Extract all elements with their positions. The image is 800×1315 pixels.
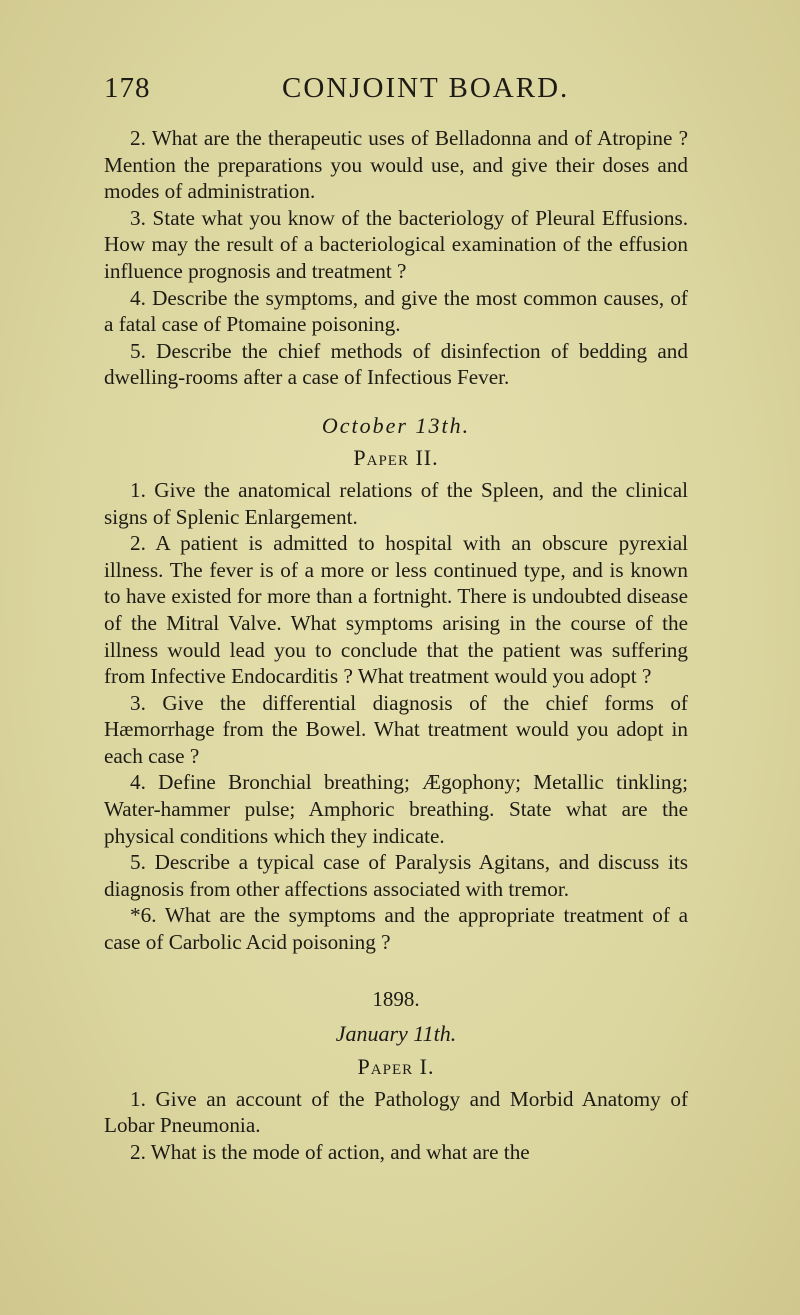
page-number: 178	[104, 72, 151, 104]
question-5-disinfection: 5. Describe the chief methods of disinfection of bedding and dwelling-rooms after a case of Infectious Fever.	[104, 338, 688, 390]
paper-heading-i: Paper I.	[357, 1053, 435, 1079]
exam-date-october: October 13th.	[321, 412, 471, 438]
page-header	[104, 72, 688, 112]
question-2-endocarditis: 2. A patient is admitted to hospital with an obscure pyrexial illness. The fever is of a more or less continued type, and is known to have existed for more than a fortnight. There is undoubted disease of the Mitral Valve. What symptoms arising in the course of the illness would lead you to conclude that the patient was suffering from Infective Endocarditis ? What treatment would you adopt ?	[104, 531, 688, 689]
page-body	[104, 125, 688, 1165]
running-head: CONJOINT BOARD.	[282, 72, 570, 104]
question-3-haemorrhage: 3. Give the differential diagnosis of the chief forms of Hæmorrhage from the Bowel. What treatment would you adopt in each case ?	[104, 690, 688, 768]
question-5-paralysis-agitans: 5. Describe a typical case of Paralysis Agitans, and discuss its diagnosis from other affections associated with tremor.	[104, 850, 688, 901]
paper-heading-ii: Paper II.	[353, 444, 439, 470]
exam-date-january: January 11th.	[335, 1020, 457, 1046]
question-4-bronchial-breathing: 4. Define Bronchial breathing; Ægophony; Metallic tinkling; Water-hammer pulse; Amphoric breathing. State what are the physical conditions which they indicate.	[104, 770, 688, 848]
question-2-belladonna: 2. What are the therapeutic uses of Belladonna and of Atropine ? Mention the preparations you would use, and give their doses and modes of administration.	[104, 126, 688, 204]
question-3-pleural-effusions: 3. State what you know of the bacteriology of Pleural Effusions. How may the result of a bacteriological examination of the effusion influence prognosis and treatment ?	[104, 205, 688, 283]
exam-year: 1898.	[372, 986, 420, 1011]
question-1-pneumonia: 1. Give an account of the Pathology and Morbid Anatomy of Lobar Pneumonia.	[104, 1086, 688, 1138]
question-2-mode-of-action: 2. What is the mode of action, and what are the	[130, 1139, 530, 1164]
question-1-spleen: 1. Give the anatomical relations of the Spleen, and the clinical signs of Splenic Enlargement.	[104, 477, 688, 529]
question-4-ptomaine: 4. Describe the symptoms, and give the most common causes, of a fatal case of Ptomaine poisoning.	[104, 285, 688, 337]
question-6-carbolic-acid: *6. What are the symptoms and the appropriate treatment of a case of Carbolic Acid poisoning ?	[104, 903, 688, 955]
